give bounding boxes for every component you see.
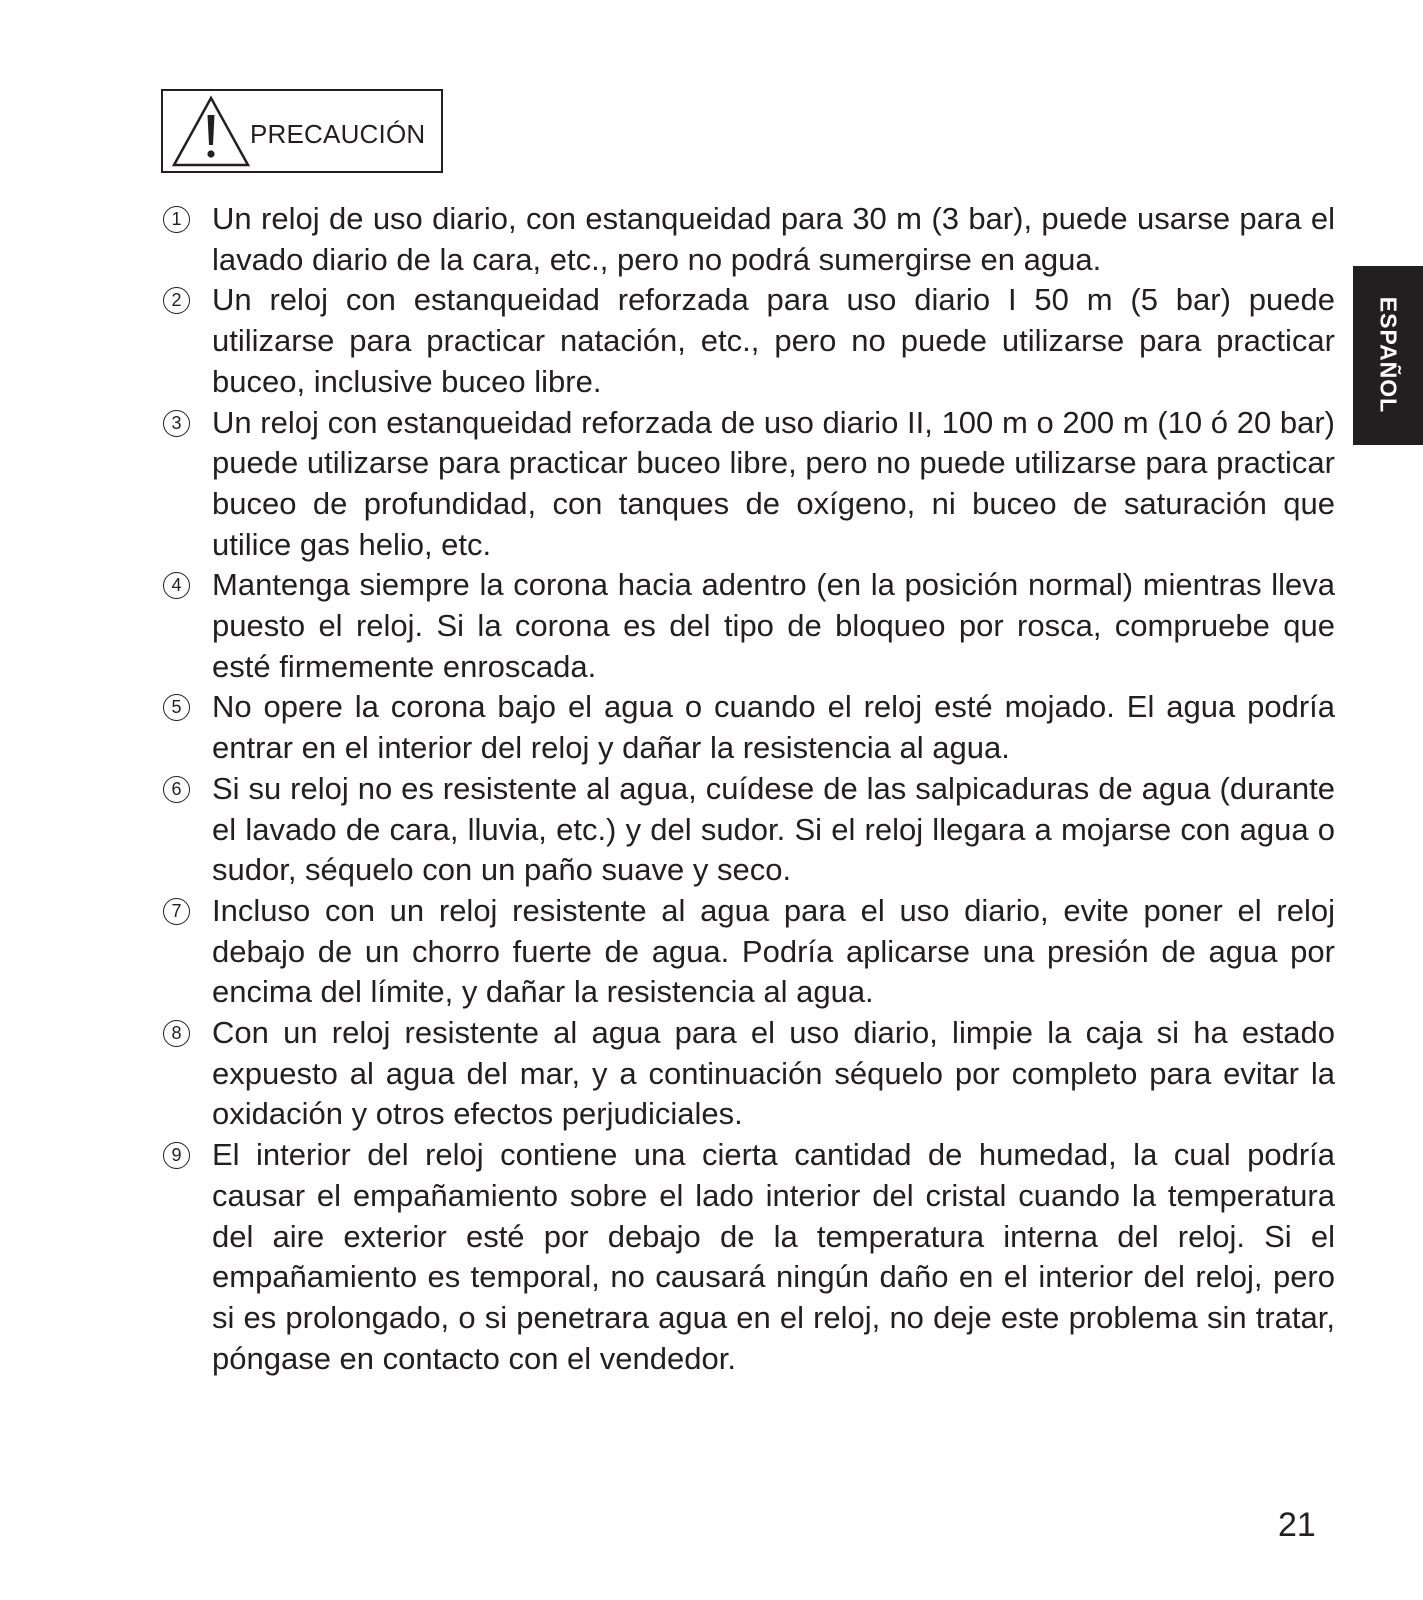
item-text: Un reloj con estanqueidad reforzada de uso diario II, 100 m o 200 m (10 ó 20 bar) puede utilizarse para practicar buceo libre, pero no puede utilizarse para practicar buceo de profundidad, con tanques de oxígeno, ni buceo de saturación que utilice gas helio, etc.: [212, 404, 1335, 562]
list-item: [160, 565, 1335, 687]
list-item: [160, 403, 1335, 566]
list-item: [160, 1135, 1335, 1379]
page-number: 21: [1278, 1506, 1316, 1544]
warning-triangle-icon: [171, 95, 251, 169]
list-item: [160, 280, 1335, 402]
item-text: Con un reloj resistente al agua para el uso diario, limpie la caja si ha estado expuesto al agua del mar, y a continuación séquelo por completo para evitar la oxidación y otros efectos perjudiciales.: [212, 1015, 1335, 1132]
precaution-list: [160, 199, 1335, 1379]
item-number: 4: [163, 572, 190, 599]
caution-label: PRECAUCIÓN: [250, 119, 426, 149]
item-text: Incluso con un reloj resistente al agua para el uso diario, evite poner el reloj debajo de un chorro fuerte de agua. Podría aplicarse una presión de agua por encima del límite, y dañar la resistencia al agua.: [212, 892, 1335, 1010]
item-number: 9: [163, 1142, 190, 1169]
item-text: No opere la corona bajo el agua o cuando el reloj esté mojado. El agua podría entrar en el interior del reloj y dañar la resistencia al agua.: [212, 689, 1335, 766]
list-item: [160, 199, 1335, 280]
item-number: 1: [163, 206, 190, 233]
item-number: 3: [163, 410, 190, 437]
language-tab: [1353, 266, 1423, 445]
item-text: Si su reloj no es resistente al agua, cuídese de las salpicaduras de agua (durante el lavado de cara, lluvia, etc.) y del sudor. Si el reloj llegara a mojarse con agua o sudor, séquelo con un paño suave y seco.: [212, 770, 1335, 888]
item-number: 8: [163, 1020, 190, 1047]
item-number: 7: [163, 898, 190, 925]
language-tab-label: ESPAÑOL: [1375, 296, 1402, 414]
item-text: El interior del reloj contiene una cierta cantidad de humedad, la cual podría causar el empañamiento sobre el lado interior del cristal cuando la temperatura del aire exterior esté por debajo de la temperatura interna del reloj. Si el empañamiento es temporal, no causará ningún daño en el interior del reloj, pero si es prolongado, o si penetrara agua en el reloj, no deje este problema sin tratar, póngase en contacto con el vendedor.: [212, 1137, 1335, 1376]
item-text: Un reloj con estanqueidad reforzada para uso diario I 50 m (5 bar) puede utilizarse para practicar natación, etc., pero no puede utilizarse para practicar buceo, inclusive buceo libre.: [212, 282, 1335, 399]
item-number: 6: [163, 776, 190, 803]
list-item: [160, 769, 1335, 891]
item-text: Un reloj de uso diario, con estanqueidad para 30 m (3 bar), puede usarse para el lavado diario de la cara, etc., pero no podrá sumergirse en agua.: [212, 201, 1335, 277]
item-number: 2: [163, 287, 190, 314]
item-text: Mantenga siempre la corona hacia adentro (en la posición normal) mientras lleva puesto el reloj. Si la corona es del tipo de bloqueo por rosca, compruebe que esté firmemente enroscada.: [212, 567, 1335, 684]
list-item: [160, 687, 1335, 768]
item-number: 5: [163, 694, 190, 721]
list-item: [160, 891, 1335, 1013]
caution-box: [161, 89, 443, 173]
list-item: [160, 1013, 1335, 1135]
